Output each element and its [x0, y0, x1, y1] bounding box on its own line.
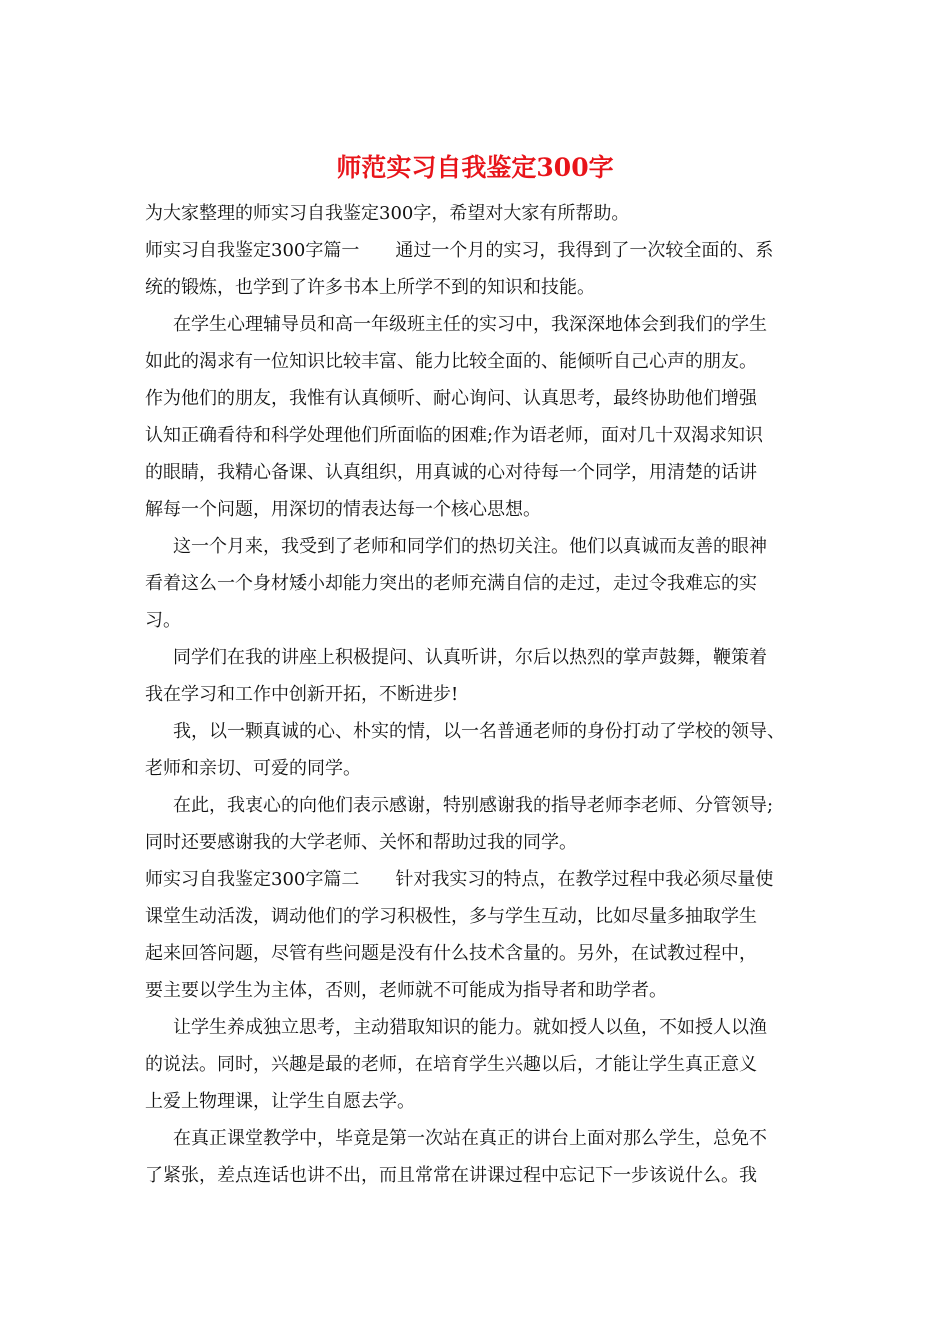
- body-line: 我在学习和工作中创新开拓，不断进步!: [145, 684, 459, 705]
- paragraph-start-line: 同学们在我的讲座上积极提问、认真听讲，尔后以热烈的掌声鼓舞，鞭策着: [173, 647, 767, 668]
- section-two-heading: 师实习自我鉴定300字篇二: [145, 869, 360, 890]
- body-line: 作为他们的朋友，我惟有认真倾听、耐心询问、认真思考，最终协助他们增强: [145, 388, 757, 409]
- body-line: 认知正确看待和科学处理他们所面临的困难;作为语老师，面对几十双渴求知识: [145, 425, 764, 446]
- body-line: 要主要以学生为主体，否则，老师就不可能成为指导者和助学者。: [145, 980, 667, 1001]
- body-line: 老师和亲切、可爱的同学。: [145, 758, 361, 779]
- body-line: 习。: [145, 610, 181, 631]
- intro-line: 为大家整理的师实习自我鉴定300字，希望对大家有所帮助。: [145, 203, 630, 224]
- section-two-line: [145, 861, 845, 898]
- body-line: 如此的渴求有一位知识比较丰富、能力比较全面的、能倾听自己心声的朋友。: [145, 351, 757, 372]
- body-line: 了紧张，差点连话也讲不出，而且常常在讲课过程中忘记下一步该说什么。我: [145, 1165, 757, 1186]
- section-one-heading: 师实习自我鉴定300字篇一: [145, 240, 360, 261]
- body-line: 看着这么一个身材矮小却能力突出的老师充满自信的走过，走过令我难忘的实: [145, 573, 757, 594]
- body-line: 统的锻炼，也学到了许多书本上所学不到的知识和技能。: [145, 277, 595, 298]
- document-title: 师范实习自我鉴定300字: [336, 153, 614, 182]
- body-line: 的说法。同时，兴趣是最的老师，在培育学生兴趣以后，才能让学生真正意义: [145, 1054, 757, 1075]
- body-line: 起来回答问题，尽管有些问题是没有什么技术含量的。另外，在试教过程中，: [145, 943, 757, 964]
- body-line: 课堂生动活泼，调动他们的学习积极性，多与学生互动，比如尽量多抽取学生: [145, 906, 757, 927]
- paragraph-start-line: 我，以一颗真诚的心、朴实的情，以一名普通老师的身份打动了学校的领导、: [173, 721, 785, 742]
- section-one-line: [145, 232, 845, 269]
- paragraph-start-line: 这一个月来，我受到了老师和同学们的热切关注。他们以真诚而友善的眼神: [173, 536, 767, 557]
- body-line: 解每一个问题，用深切的情表达每一个核心思想。: [145, 499, 541, 520]
- body-line: 上爱上物理课，让学生自愿去学。: [145, 1091, 415, 1112]
- paragraph-start-line: 在此，我衷心的向他们表示感谢，特别感谢我的指导老师李老师、分管领导;: [173, 795, 774, 816]
- paragraph-start-line: 让学生养成独立思考，主动猎取知识的能力。就如授人以鱼，不如授人以渔: [173, 1017, 767, 1038]
- section-two-lead: 针对我实习的特点，在教学过程中我必须尽量使: [395, 869, 774, 890]
- paragraph-start-line: 在学生心理辅导员和高一年级班主任的实习中，我深深地体会到我们的学生: [173, 314, 767, 335]
- body-line: 的眼睛，我精心备课、认真组织，用真诚的心对待每一个同学，用清楚的话讲: [145, 462, 757, 483]
- body-line: 同时还要感谢我的大学老师、关怀和帮助过我的同学。: [145, 832, 577, 853]
- section-one-lead: 通过一个月的实习，我得到了一次较全面的、系: [395, 240, 774, 261]
- paragraph-start-line: 在真正课堂教学中，毕竟是第一次站在真正的讲台上面对那么学生，总免不: [173, 1128, 767, 1149]
